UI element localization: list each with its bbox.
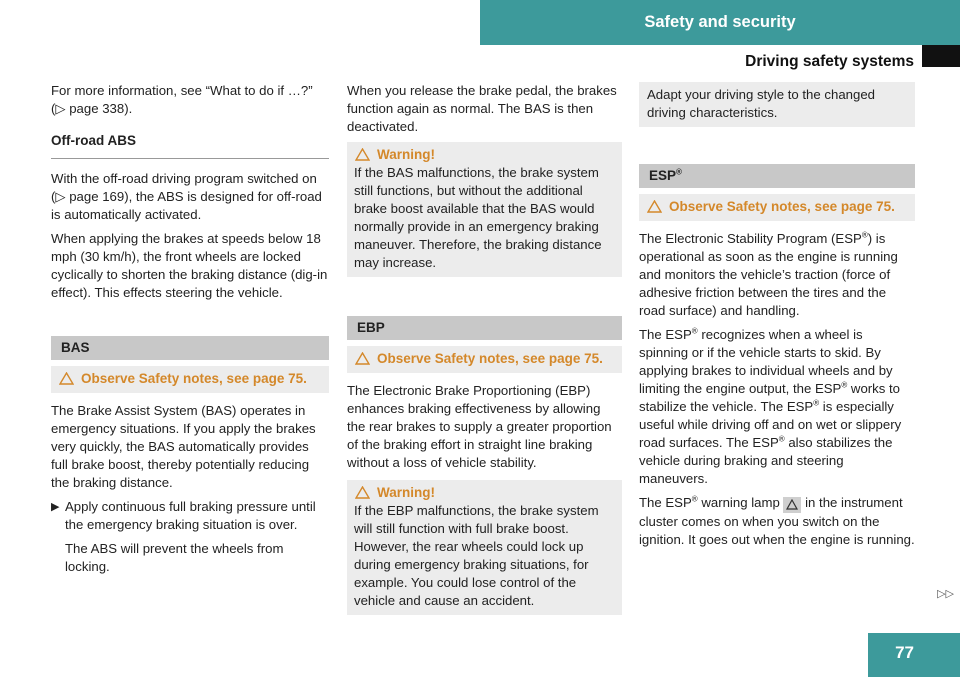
esp-notice-text: Observe Safety notes, see page 75. — [669, 199, 895, 214]
text-run: in the instrument cluster comes on when you switch on the ignition. It goes out when the engine is running. — [639, 495, 915, 547]
heading-rule — [51, 158, 329, 159]
text-run: The ESP — [639, 327, 692, 342]
warning-title: Warning! — [377, 485, 435, 500]
text-run: ) is operational as soon as the engine is running and monitors the vehicle’s traction (force of adhesive friction between the tires and the road surface) and handling. — [639, 231, 898, 318]
column-right — [639, 82, 915, 555]
esp-paragraph-2 — [639, 326, 915, 488]
page-number: 77 — [868, 633, 960, 677]
adapt-driving-text: Adapt your driving style to the changed driving characteristics. — [647, 87, 875, 120]
warning-triangle-icon — [647, 200, 662, 213]
bas-after-text: The ABS will prevent the wheels from locking. — [65, 541, 284, 574]
warning-triangle-icon — [355, 352, 370, 365]
text-run: warning lamp — [697, 495, 784, 510]
esp-paragraph-3 — [639, 494, 915, 549]
registered-mark: ® — [676, 167, 682, 177]
bas-paragraph-1: The Brake Assist System (BAS) operates in emergency situations. If you apply the brakes very quickly, the BAS automatically provides full brake boost, thereby potentially reducing the braking distance. — [51, 403, 316, 490]
esp-paragraph-1 — [639, 230, 915, 320]
ebp-warning-text: If the EBP malfunctions, the brake system will still function with full brake boost. However, the rear wheels could lock up during emergency braking situations, for example. You could lose control of the vehicle and cause an accident. — [354, 503, 599, 608]
registered-mark: ® — [813, 398, 820, 408]
text-run: also stabilizes the vehicle during braking and steering maneuvers. — [639, 435, 893, 486]
text-run: The ESP — [639, 495, 692, 510]
esp-warning-lamp-icon — [783, 497, 801, 513]
bas-bullet-item — [51, 498, 329, 534]
section-title: Safety and security — [644, 13, 796, 31]
bas-notice-text: Observe Safety notes, see page 75. — [81, 371, 307, 386]
ebp-notice-text: Observe Safety notes, see page 75. — [377, 351, 603, 366]
ebp-paragraph-1: The Electronic Brake Proportioning (EBP) enhances braking effectiveness by allowing the rear brakes to supply a greater proportion of the braking effort in straight line braking without a loss of vehicle stability. — [347, 383, 612, 470]
registered-mark: ® — [691, 494, 698, 504]
abs-paragraph-1: With the off-road driving program switched on (▷ page 169), the ABS is designed for off-road is automatically activated. — [51, 171, 322, 222]
warning-triangle-icon — [355, 148, 370, 161]
column-middle — [347, 82, 622, 624]
section-bar-esp — [639, 164, 915, 188]
esp-bar-label: ESP — [649, 168, 677, 183]
ebp-warning-box — [347, 480, 622, 615]
text-run: The Electronic Stability Program (ESP — [639, 231, 862, 246]
text-run: works to stabilize the vehicle. The ESP — [639, 381, 901, 414]
section-header — [480, 0, 960, 45]
warning-triangle-icon — [355, 486, 370, 499]
abs-paragraph-2: When applying the brakes at speeds below 18 mph (30 km/h), the front wheels are locked cyclically to shorten the braking distance (dig-in effect). This effects steering the vehicle. — [51, 231, 328, 300]
brake-release-text: When you release the brake pedal, the brakes function again as normal. The BAS is then deactivated. — [347, 83, 617, 134]
section-bar-bas: BAS — [51, 336, 329, 360]
heading-offroad-abs: Off-road ABS — [51, 133, 136, 148]
adapt-driving-box — [639, 82, 915, 127]
registered-mark: ® — [691, 326, 698, 336]
registered-mark: ® — [778, 434, 785, 444]
ebp-safety-notice — [347, 346, 622, 373]
next-page-icon: ▷▷ — [937, 588, 954, 600]
registered-mark: ® — [841, 380, 848, 390]
text-run: is especially useful while driving off and on wet or slippery road surfaces. The ESP — [639, 399, 902, 450]
bas-warning-text: If the BAS malfunctions, the brake system still functions, but without the additional brake boost available that the BAS would normally provide in an emergency braking maneuver. Therefore, the braking distance may increase. — [354, 165, 602, 270]
esp-safety-notice — [639, 194, 915, 221]
text-run: recognizes when a wheel is spinning or if the vehicle starts to skid. By applying brakes to individual wheels and by limiting the engine output, the ESP — [639, 327, 893, 396]
warning-title: Warning! — [377, 147, 435, 162]
registered-mark: ® — [861, 230, 868, 240]
bas-warning-box — [347, 142, 622, 277]
bas-bullet-text: Apply continuous full braking pressure until the emergency braking situation is over. — [65, 499, 316, 532]
bas-safety-notice — [51, 366, 329, 393]
intro-text: For more information, see “What to do if …?” (▷ page 338). — [51, 83, 313, 116]
column-left — [51, 82, 329, 582]
corner-marker — [922, 45, 960, 67]
section-bar-ebp: EBP — [347, 316, 622, 340]
subsection-title: Driving safety systems — [745, 53, 914, 70]
warning-triangle-icon — [59, 372, 74, 385]
bullet-arrow-icon: ▶ — [51, 501, 60, 513]
